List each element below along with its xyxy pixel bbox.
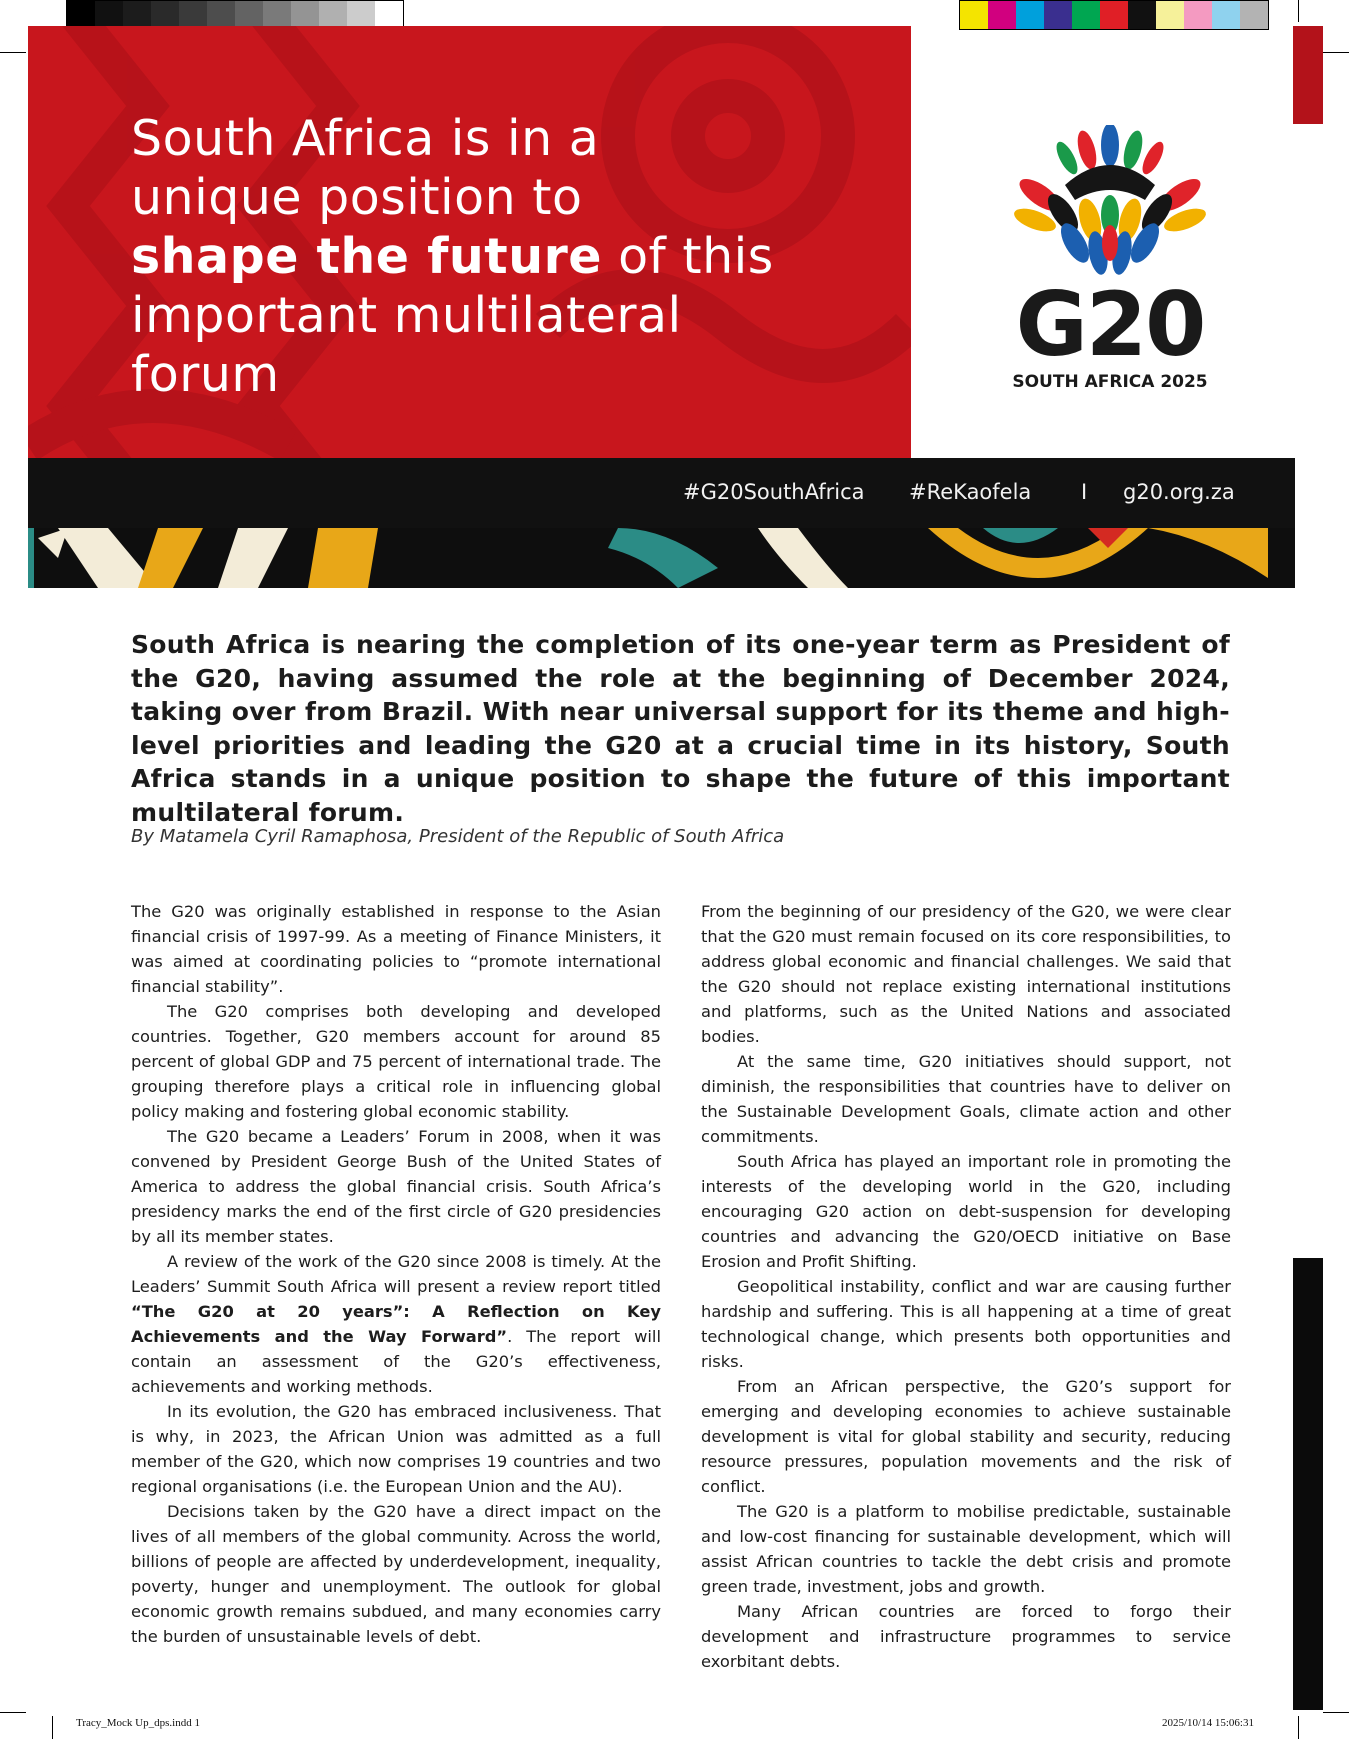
hero-headline	[131, 109, 851, 404]
report-title: “The G20 at 20 years”: A Reflection on Key Achievements and the Way Forward”	[131, 1302, 661, 1346]
gray-patch	[291, 1, 319, 29]
gray-patch	[123, 1, 151, 29]
g20-logo	[995, 125, 1225, 405]
hashtag-rekaofela[interactable]: #ReKaofela	[909, 480, 1032, 504]
protea-flower-icon	[995, 125, 1225, 285]
file-slug: Tracy_Mock Up_dps.indd 1	[76, 1717, 200, 1729]
colour-bar	[959, 0, 1269, 30]
colour-patch	[1156, 1, 1184, 29]
hashtag-g20southafrica[interactable]: #G20SouthAfrica	[683, 480, 865, 504]
colour-patch	[1212, 1, 1240, 29]
crop-mark	[0, 1712, 26, 1713]
bleed-black-tab	[1293, 1258, 1323, 1710]
crop-mark	[1323, 52, 1349, 53]
body-paragraph: Geopolitical instability, conflict and war are causing further hardship and suffering. This is all happening at a time of great technological change, which presents both opportunities and risks.	[701, 1277, 1231, 1371]
hashtag-band	[28, 458, 1295, 528]
headline-line: of this	[602, 228, 774, 285]
body-paragraph: The G20 is a platform to mobilise predictable, sustainable and low-cost financing for sustainable development, which will assist African countries to tackle the debt crisis and promote green trade, investment, jobs and growth.	[701, 1502, 1231, 1596]
colour-patch	[988, 1, 1016, 29]
colour-patch	[1240, 1, 1268, 29]
gray-patch	[207, 1, 235, 29]
crop-mark	[52, 1716, 53, 1739]
colour-patch	[1184, 1, 1212, 29]
article-column-left	[131, 899, 661, 1649]
hero-banner	[28, 26, 911, 458]
website-link[interactable]: g20.org.za	[1123, 480, 1235, 504]
gray-patch	[347, 1, 375, 29]
crop-mark	[1323, 1712, 1349, 1713]
headline-emphasis: shape the future	[131, 228, 602, 285]
gray-patch	[235, 1, 263, 29]
headline-line: unique position to	[131, 169, 583, 226]
body-paragraph: The G20 was originally established in response to the Asian financial crisis of 1997-99. As a meeting of Finance Ministers, it was aimed at coordinating policies to “promote international financial stability”.	[131, 902, 661, 996]
body-paragraph	[131, 1249, 661, 1399]
logo-subtitle: SOUTH AFRICA 2025	[1012, 372, 1208, 392]
body-paragraph: Decisions taken by the G20 have a direct impact on the lives of all members of the global community. Across the world, billions of people are affected by underdevelopment, inequality, poverty, hunger and unemployment. The outlook for global economic growth remains subdued, and many economies carry the burden of unsustainable levels of debt.	[131, 1502, 661, 1646]
colour-patch	[960, 1, 988, 29]
colour-patch	[1100, 1, 1128, 29]
bleed-red-tab	[1293, 26, 1323, 124]
body-paragraph: From an African perspective, the G20’s support for emerging and developing economies to achieve sustainable development is vital for global stability and security, reducing resource pressures, population movements and the risk of conflict.	[701, 1377, 1231, 1496]
gray-patch	[179, 1, 207, 29]
colour-patch	[1044, 1, 1072, 29]
decorative-pattern-strip	[28, 528, 1295, 588]
gray-patch	[375, 1, 403, 29]
body-paragraph: Many African countries are forced to forgo their development and infrastructure programmes to service exorbitant debts.	[701, 1602, 1231, 1671]
colour-patch	[1128, 1, 1156, 29]
gray-patch	[151, 1, 179, 29]
paragraph-text: A review of the work of the G20 since 2008 is timely. At the Leaders’ Summit South Africa will present a review report titled	[131, 1252, 661, 1296]
body-paragraph: In its evolution, the G20 has embraced inclusiveness. That is why, in 2023, the African Union was admitted as a full member of the G20, which now comprises 19 countries and two regional organisations (i.e. the European Union and the AU).	[131, 1402, 661, 1496]
body-paragraph: The G20 comprises both developing and developed countries. Together, G20 members account for around 85 percent of global GDP and 75 percent of international trade. The grouping therefore plays a critical role in influencing global policy making and fostering global economic stability.	[131, 1002, 661, 1121]
colour-patch	[1072, 1, 1100, 29]
body-paragraph: South Africa has played an important role in promoting the interests of the developing world in the G20, including encouraging G20 action on debt-suspension for developing countries and advancing the G20/OECD initiative on Base Erosion and Profit Shifting.	[701, 1152, 1231, 1271]
headline-line: important multilateral	[131, 287, 682, 344]
band-separator: I	[1081, 480, 1088, 504]
crop-mark	[1298, 1716, 1299, 1739]
gray-patch	[95, 1, 123, 29]
crop-mark	[0, 52, 26, 53]
colour-patch	[1016, 1, 1044, 29]
pattern-graphic	[28, 528, 1295, 588]
paragraph-text: . The report will contain an assessment of the G20’s effectiveness, achievements and working methods.	[131, 1327, 661, 1396]
body-paragraph: At the same time, G20 initiatives should support, not diminish, the responsibilities that countries have to deliver on the Sustainable Development Goals, climate action and other commitments.	[701, 1052, 1231, 1146]
logo-wordmark: G20	[1015, 273, 1205, 376]
article-column-right	[701, 899, 1231, 1674]
headline-line: forum	[131, 346, 280, 403]
article-byline: By Matamela Cyril Ramaphosa, President of the Republic of South Africa	[131, 826, 785, 847]
gray-patch	[319, 1, 347, 29]
headline-line: South Africa is in a	[131, 110, 600, 167]
print-timestamp: 2025/10/14 15:06:31	[1162, 1717, 1254, 1729]
body-paragraph: The G20 became a Leaders’ Forum in 2008, when it was convened by President George Bush of the United States of America to address the global financial crisis. South Africa’s presidency marks the end of the first circle of G20 presidencies by all its member states.	[131, 1127, 661, 1246]
gray-patch	[263, 1, 291, 29]
crop-mark	[1298, 0, 1299, 22]
body-paragraph: From the beginning of our presidency of the G20, we were clear that the G20 must remain focused on its core responsibilities, to address global economic and financial challenges. We said that the G20 should not replace existing international institutions and platforms, such as the United Nations and associated bodies.	[701, 902, 1231, 1046]
gray-patch	[67, 1, 95, 29]
article-lead: South Africa is nearing the completion of its one-year term as President of the G20, having assumed the role at the beginning of December 2024, taking over from Brazil. With near universal support for its theme and high-level priorities and leading the G20 at a crucial time in its history, South Africa stands in a unique position to shape the future of this important multilateral forum.	[131, 630, 1230, 827]
